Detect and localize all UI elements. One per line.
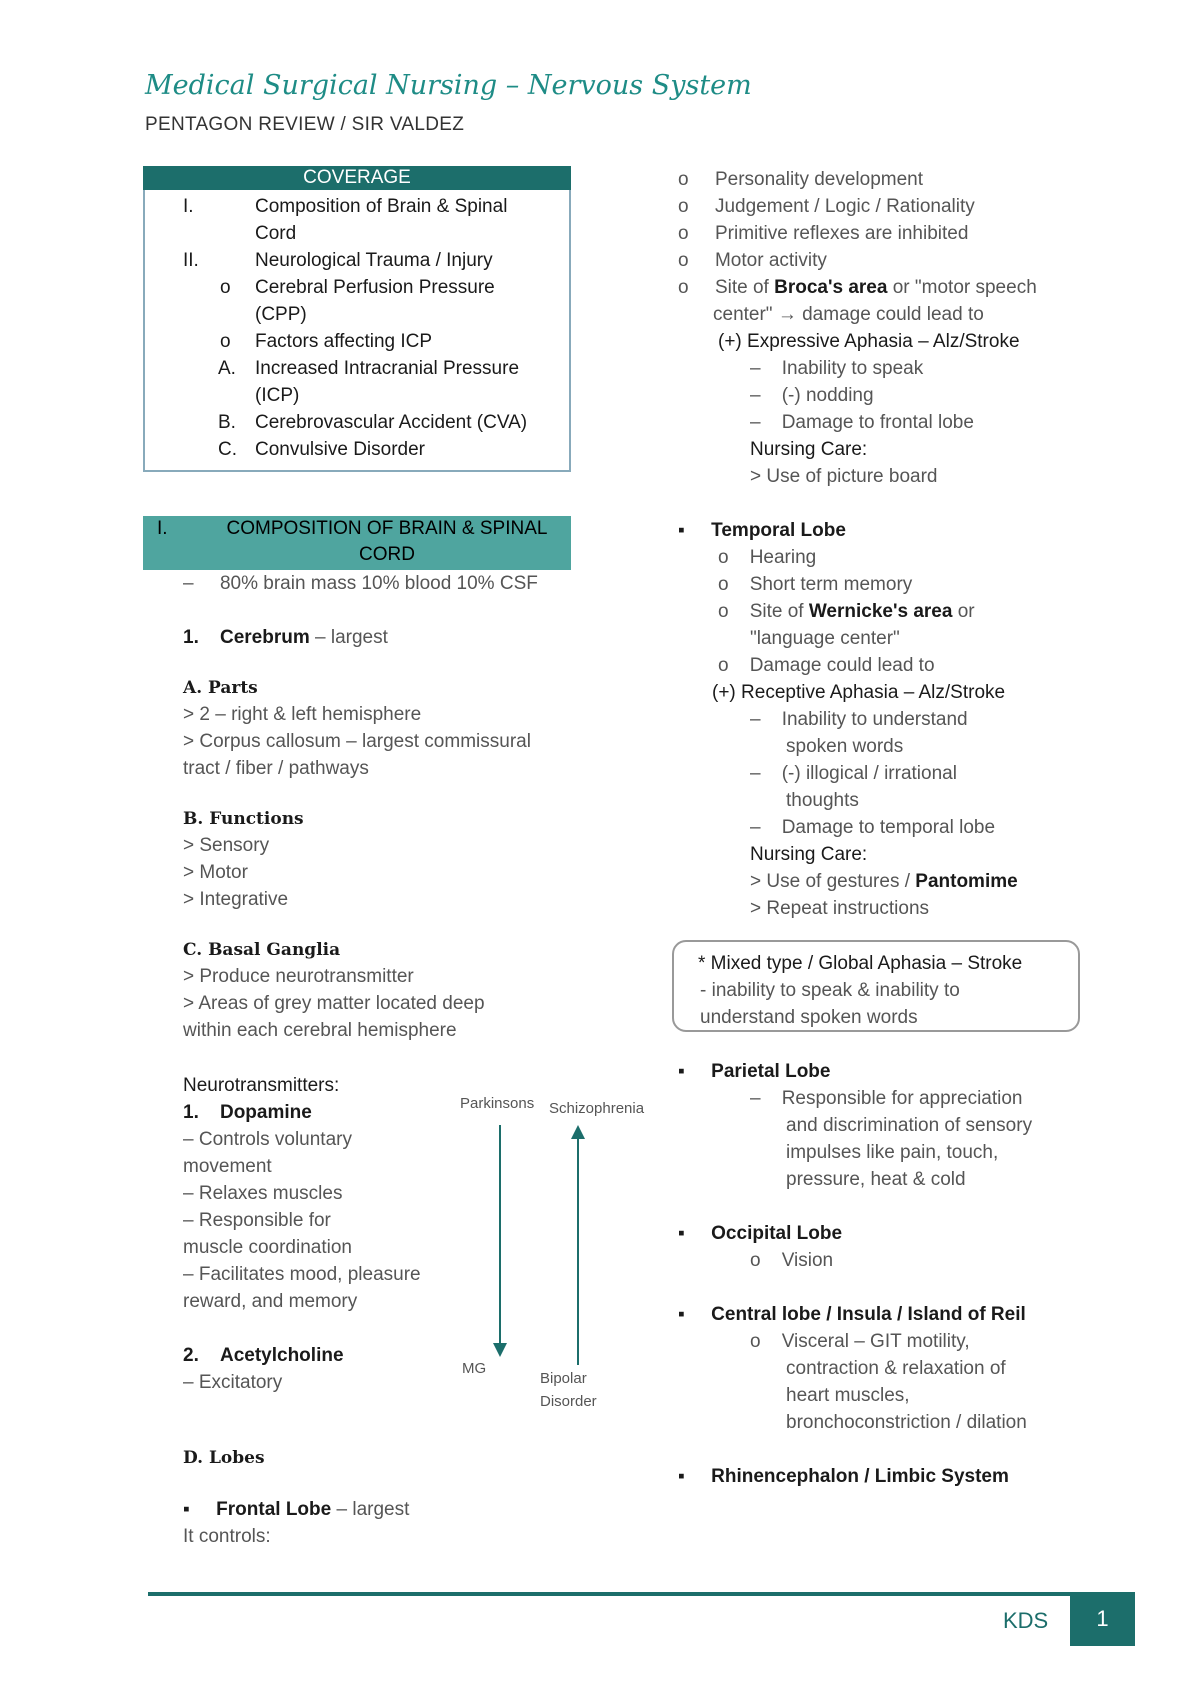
parietal-item-text: Responsible for appreciation	[781, 1088, 1023, 1109]
temporal-lobe-term: Temporal Lobe	[711, 520, 846, 541]
parts-line: > 2 – right & left hemisphere	[183, 704, 422, 725]
temporal-item-text: Hearing	[749, 547, 817, 568]
broca-line: o Site of Broca's area or "motor speech	[678, 277, 1037, 298]
neurotransmitter-arrows	[480, 1115, 600, 1375]
dopamine-detail: – Relaxes muscles	[183, 1183, 343, 1204]
bullet-icon: ▪	[183, 1499, 190, 1520]
cerebrum-desc: – largest	[309, 627, 388, 648]
coverage-item: Composition of Brain & Spinal	[255, 196, 508, 217]
section-marker: I.	[157, 518, 168, 539]
pantomime-term: Pantomime	[915, 871, 1018, 892]
frontal-lobe-term: Frontal Lobe	[216, 1499, 332, 1520]
parietal-item-cont: impulses like pain, touch,	[786, 1142, 999, 1163]
central-item: o Visceral – GIT motility,	[750, 1331, 970, 1352]
dopamine-detail: – Responsible for	[183, 1210, 331, 1231]
bullet-icon: ▪	[678, 520, 685, 541]
frontal-item: o Personality development	[678, 169, 924, 190]
temporal-damage-text: Damage could lead to	[749, 655, 935, 676]
functions-heading: B. Functions	[183, 809, 304, 829]
receptive-item: – (-) illogical / irrational	[750, 763, 957, 784]
receptive-aphasia: (+) Receptive Aphasia – Alz/Stroke	[712, 682, 1006, 703]
footer-initials: KDS	[1003, 1608, 1049, 1633]
expressive-item: – Inability to speak	[750, 358, 924, 379]
temporal-item-text: Short term memory	[749, 574, 913, 595]
functions-line: > Sensory	[183, 835, 270, 856]
bullet-icon: ▪	[678, 1304, 685, 1325]
frontal-item: o Primitive reflexes are inhibited	[678, 223, 969, 244]
central-item-cont: bronchoconstriction / dilation	[786, 1412, 1027, 1433]
central-item-cont: heart muscles,	[786, 1385, 910, 1406]
temporal-item: o Hearing	[718, 547, 817, 568]
coverage-item: Cord	[255, 223, 297, 244]
acetylcholine-term: Acetylcholine	[219, 1345, 344, 1366]
frontal-lobe-desc: – largest	[331, 1499, 410, 1520]
frontal-item-text: Judgement / Logic / Rationality	[714, 196, 975, 217]
rhinencephalon-line	[678, 1463, 1009, 1490]
nursing-care-heading: Nursing Care:	[750, 844, 868, 865]
coverage-item: Cerebral Perfusion Pressure	[255, 277, 495, 298]
footer-rule	[148, 1592, 1133, 1596]
parts-heading: A. Parts	[183, 678, 258, 698]
neurotransmitters-heading: Neurotransmitters:	[183, 1075, 340, 1096]
functions-line: > Integrative	[183, 889, 289, 910]
global-aphasia-title: * Mixed type / Global Aphasia – Stroke	[698, 953, 1023, 974]
up-arrow-head	[571, 1125, 585, 1139]
coverage-marker: B.	[218, 412, 236, 433]
receptive-item-cont: spoken words	[786, 736, 904, 757]
coverage-item: Factors affecting ICP	[255, 331, 433, 352]
temporal-item: o Short term memory	[718, 574, 913, 595]
central-item-text: Visceral – GIT motility,	[781, 1331, 970, 1352]
dopamine-line	[183, 1099, 312, 1126]
brain-composition: – 80% brain mass 10% blood 10% CSF	[183, 573, 538, 594]
bullet-icon: ▪	[678, 1466, 685, 1487]
dopamine-detail: muscle coordination	[183, 1237, 352, 1258]
diagram-label-schizophrenia: Schizophrenia	[549, 1100, 645, 1117]
cerebrum-line	[183, 624, 388, 651]
dopamine-detail: – Controls voluntary	[183, 1129, 352, 1150]
frontal-item: o Motor activity	[678, 250, 827, 271]
lobes-heading: D. Lobes	[183, 1448, 265, 1468]
coverage-heading: COVERAGE	[143, 166, 571, 190]
down-arrow-head	[493, 1343, 507, 1357]
occipital-item: o Vision	[750, 1250, 834, 1271]
basal-line: > Produce neurotransmitter	[183, 966, 414, 987]
coverage-item: (ICP)	[255, 385, 300, 406]
acetylcholine-line	[183, 1342, 344, 1369]
temporal-damage: o Damage could lead to	[718, 655, 935, 676]
wernicke-line-2: "language center"	[750, 628, 900, 649]
document-subtitle: PENTAGON REVIEW / SIR VALDEZ	[145, 114, 465, 135]
central-lobe-term: Central lobe / Insula / Island of Reil	[711, 1304, 1026, 1325]
coverage-item: Convulsive Disorder	[255, 439, 426, 460]
occipital-lobe-term: Occipital Lobe	[711, 1223, 843, 1244]
broca-line-2: center" → damage could lead to	[713, 304, 984, 325]
coverage-item: Increased Intracranial Pressure	[255, 358, 520, 379]
nursing-care-item: > Use of picture board	[750, 466, 938, 487]
section-heading	[143, 516, 571, 570]
frontal-controls: It controls:	[183, 1526, 271, 1547]
section-heading-line: CORD	[359, 544, 415, 565]
receptive-item-text: Inability to understand	[781, 709, 968, 730]
wernicke-term: Wernicke's area	[808, 601, 953, 622]
cerebrum-term: Cerebrum	[219, 627, 310, 648]
frontal-lobe-line	[183, 1496, 409, 1523]
frontal-item: o Judgement / Logic / Rationality	[678, 196, 975, 217]
coverage-item: (CPP)	[255, 304, 307, 325]
functions-line: > Motor	[183, 862, 248, 883]
dopamine-detail: movement	[183, 1156, 272, 1177]
parts-line: > Corpus callosum – largest commissural	[183, 731, 531, 752]
dopamine-detail: reward, and memory	[183, 1291, 358, 1312]
diagram-label-bipolar: Bipolar	[540, 1370, 587, 1387]
nursing-care-heading: Nursing Care:	[750, 439, 868, 460]
bullet-icon: ▪	[678, 1061, 685, 1082]
dopamine-number: 1.	[183, 1102, 199, 1123]
coverage-marker: C.	[218, 439, 237, 460]
parts-line: tract / fiber / pathways	[183, 758, 369, 779]
temporal-lobe-line	[678, 517, 846, 544]
rhinencephalon-term: Rhinencephalon / Limbic System	[711, 1466, 1009, 1487]
dopamine-detail: – Facilitates mood, pleasure	[183, 1264, 421, 1285]
coverage-marker: I.	[183, 196, 194, 217]
wernicke-line: o Site of Wernicke's area or	[718, 601, 975, 622]
expressive-item: – Damage to frontal lobe	[750, 412, 974, 433]
basal-ganglia-heading: C. Basal Ganglia	[183, 940, 341, 960]
nursing-care-item	[750, 868, 1018, 895]
nursing-care-text: > Use of gestures /	[750, 871, 916, 892]
expressive-item-text: Damage to frontal lobe	[781, 412, 974, 433]
coverage-item: Cerebrovascular Accident (CVA)	[255, 412, 528, 433]
cerebrum-number: 1.	[183, 627, 199, 648]
page-number: 1	[1070, 1592, 1135, 1646]
wernicke-suffix: or	[952, 601, 975, 622]
wernicke-prefix: Site of	[749, 601, 809, 622]
diagram-label-parkinsons: Parkinsons	[460, 1095, 535, 1112]
frontal-item-text: Primitive reflexes are inhibited	[714, 223, 969, 244]
diagram-label-mg: MG	[462, 1360, 487, 1377]
parietal-item-cont: pressure, heat & cold	[786, 1169, 966, 1190]
bullet-icon: ▪	[678, 1223, 685, 1244]
occipital-item-text: Vision	[781, 1250, 834, 1271]
frontal-item-text: Personality development	[714, 169, 924, 190]
receptive-item-text: Damage to temporal lobe	[781, 817, 996, 838]
broca-term: Broca's area	[774, 277, 888, 298]
occipital-lobe-line	[678, 1220, 842, 1247]
parietal-item: – Responsible for appreciation	[750, 1088, 1023, 1109]
coverage-marker: II.	[183, 250, 199, 271]
broca-prefix: Site of	[714, 277, 775, 298]
coverage-item: Neurological Trauma / Injury	[255, 250, 493, 271]
dopamine-term: Dopamine	[219, 1102, 312, 1123]
basal-line: > Areas of grey matter located deep	[183, 993, 485, 1014]
central-lobe-line	[678, 1301, 1026, 1328]
receptive-item-text: (-) illogical / irrational	[781, 763, 957, 784]
frontal-item-text: Motor activity	[714, 250, 827, 271]
nursing-care-item: > Repeat instructions	[750, 898, 930, 919]
global-aphasia-desc: understand spoken words	[700, 1007, 918, 1028]
acetylcholine-detail: – Excitatory	[183, 1372, 283, 1393]
basal-line: within each cerebral hemisphere	[183, 1020, 457, 1041]
receptive-item-cont: thoughts	[786, 790, 859, 811]
receptive-item: – Inability to understand	[750, 709, 968, 730]
acetylcholine-number: 2.	[183, 1345, 199, 1366]
brain-composition-text: 80% brain mass 10% blood 10% CSF	[219, 573, 538, 594]
parietal-lobe-line	[678, 1058, 830, 1085]
central-item-cont: contraction & relaxation of	[786, 1358, 1006, 1379]
expressive-item-text: Inability to speak	[781, 358, 924, 379]
document-title: Medical Surgical Nursing – Nervous System	[145, 70, 752, 101]
receptive-item: – Damage to temporal lobe	[750, 817, 996, 838]
coverage-marker: o	[220, 277, 231, 298]
section-heading-line: COMPOSITION OF BRAIN & SPINAL	[226, 518, 548, 539]
parietal-item-cont: and discrimination of sensory	[786, 1115, 1033, 1136]
expressive-item-text: (-) nodding	[781, 385, 874, 406]
broca-suffix: or "motor speech	[887, 277, 1037, 298]
coverage-marker: o	[220, 331, 231, 352]
coverage-marker: A.	[218, 358, 236, 379]
diagram-label-disorder: Disorder	[540, 1393, 597, 1410]
parietal-lobe-term: Parietal Lobe	[711, 1061, 831, 1082]
global-aphasia-desc: - inability to speak & inability to	[700, 980, 960, 1001]
expressive-aphasia: (+) Expressive Aphasia – Alz/Stroke	[718, 331, 1020, 352]
expressive-item: – (-) nodding	[750, 385, 874, 406]
